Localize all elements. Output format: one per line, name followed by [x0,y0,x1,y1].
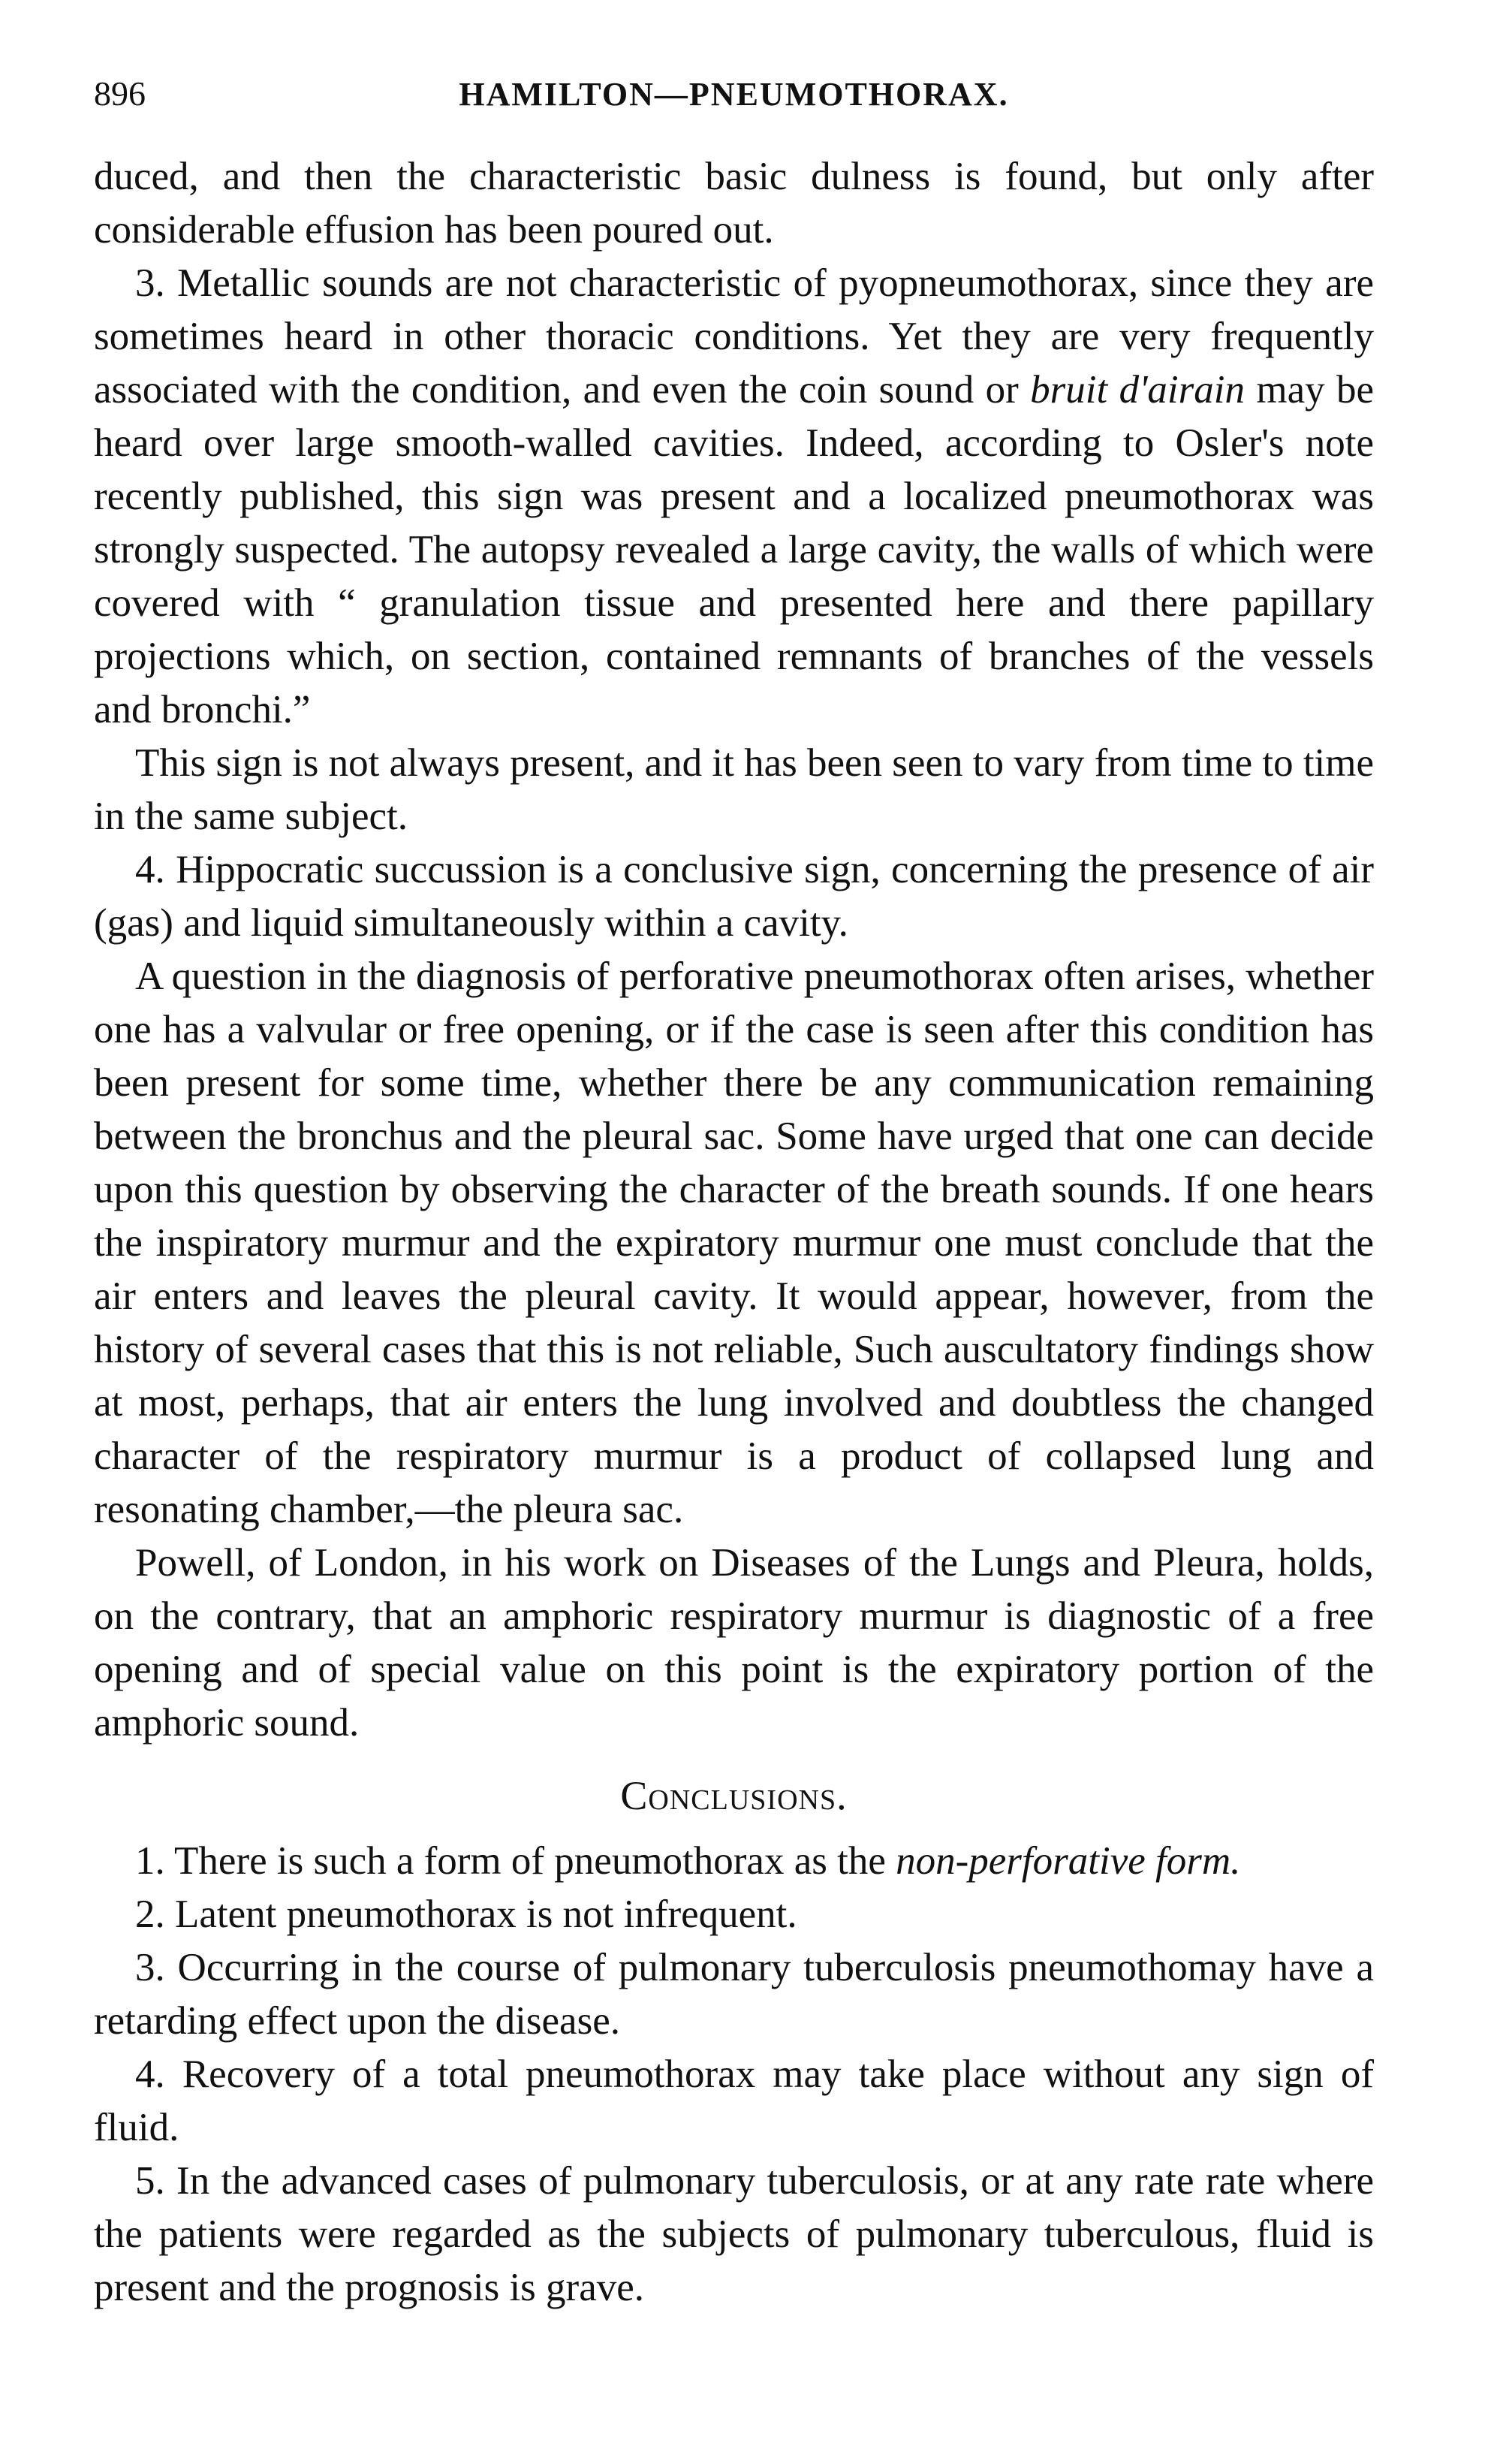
paragraph-succussion: 4. Hippocratic succussion is a conclusive sign, concerning the presence of air (gas) and liquid simultaneously within a cavity. [94,848,1374,945]
paragraph-sign-variation: This sign is not always present, and it has been seen to vary from time to time in the same subject. [94,741,1375,838]
conclusion-item: 4. Recovery of a total pneumothorax may take place without any sign of fluid. [94,2052,1374,2149]
paragraph-diagnosis-question: A question in the diagnosis of perforative pneumothorax often arises, whether one has a valvular or free opening, or if the case is seen after this condition has been present for some time, whether there be any communication remaining between the bronchus and the pleural sac. Some have urged that one can decide upon this question by observing the character of the breath sounds. If one hears the inspiratory murmur and the expiratory murmur one must conclude that the air enters and leaves the pleural cavity. It would appear, however, from the history of several cases that this is not reliable, Such auscultatory findings show at most, perhaps, that air enters the lung involved and doubtless the changed character of the respiratory murmur is a product of collapsed lung and resonating chamber,—the pleura sac. [94,955,1374,1531]
running-head: HAMILTON—PNEUMOTHORAX. [459,76,1009,113]
conclusion-item: 3. Occurring in the course of pulmonary tuberculosis pneumothomay have a retarding effect upon the disease. [94,1946,1374,2043]
paragraph-powell: Powell, of London, in his work on Diseases of the Lungs and Pleura, holds, on the contrary, that an amphoric respiratory murmur is diagnostic of a free opening and of special value on this point is the expiratory portion of the amphoric sound. [94,1541,1374,1745]
page-header [94,71,1374,117]
italic-term: non-perforative form. [896,1839,1241,1883]
paragraph-metallic-sounds [94,257,1374,737]
paragraph-continuation: duced, and then the characteristic basic dulness is found, but only after considerable effusion has been poured out. [94,155,1374,252]
conclusion-text: 1. There is such a form of pneumothorax as the [135,1839,896,1883]
conclusion-item [94,1835,1374,1888]
paragraph-text: 3. Metallic sounds are not characteristic of pyopneumothorax, since they are sometimes heard in other thoracic conditions. Yet they are very frequently associated with the condition, and even the coin sound or [94,261,1374,412]
conclusions-list [94,1835,1374,2315]
conclusion-item: 5. In the advanced cases of pulmonary tuberculosis, or at any rate rate where the patients were regarded as the subjects of pulmonary tuberculous, fluid is present and the prognosis is grave. [94,2159,1374,2309]
paragraph-text: may be heard over large smooth-walled cavities. Indeed, according to Osler's note recently published, this sign was present and a localized pneumothorax was strongly suspected. The autopsy revealed a large cavity, the walls of which were covered with “ granulation tissue and presented here and there papillary projections which, on section, contained remnants of branches of the vessels and bronchi.” [94,368,1374,731]
italic-term: bruit d'airain [1030,368,1245,412]
conclusions-heading: Conclusions. [620,1773,848,1818]
conclusion-item: 2. Latent pneumothorax is not infrequent. [135,1892,797,1936]
page-number: 896 [94,74,146,113]
